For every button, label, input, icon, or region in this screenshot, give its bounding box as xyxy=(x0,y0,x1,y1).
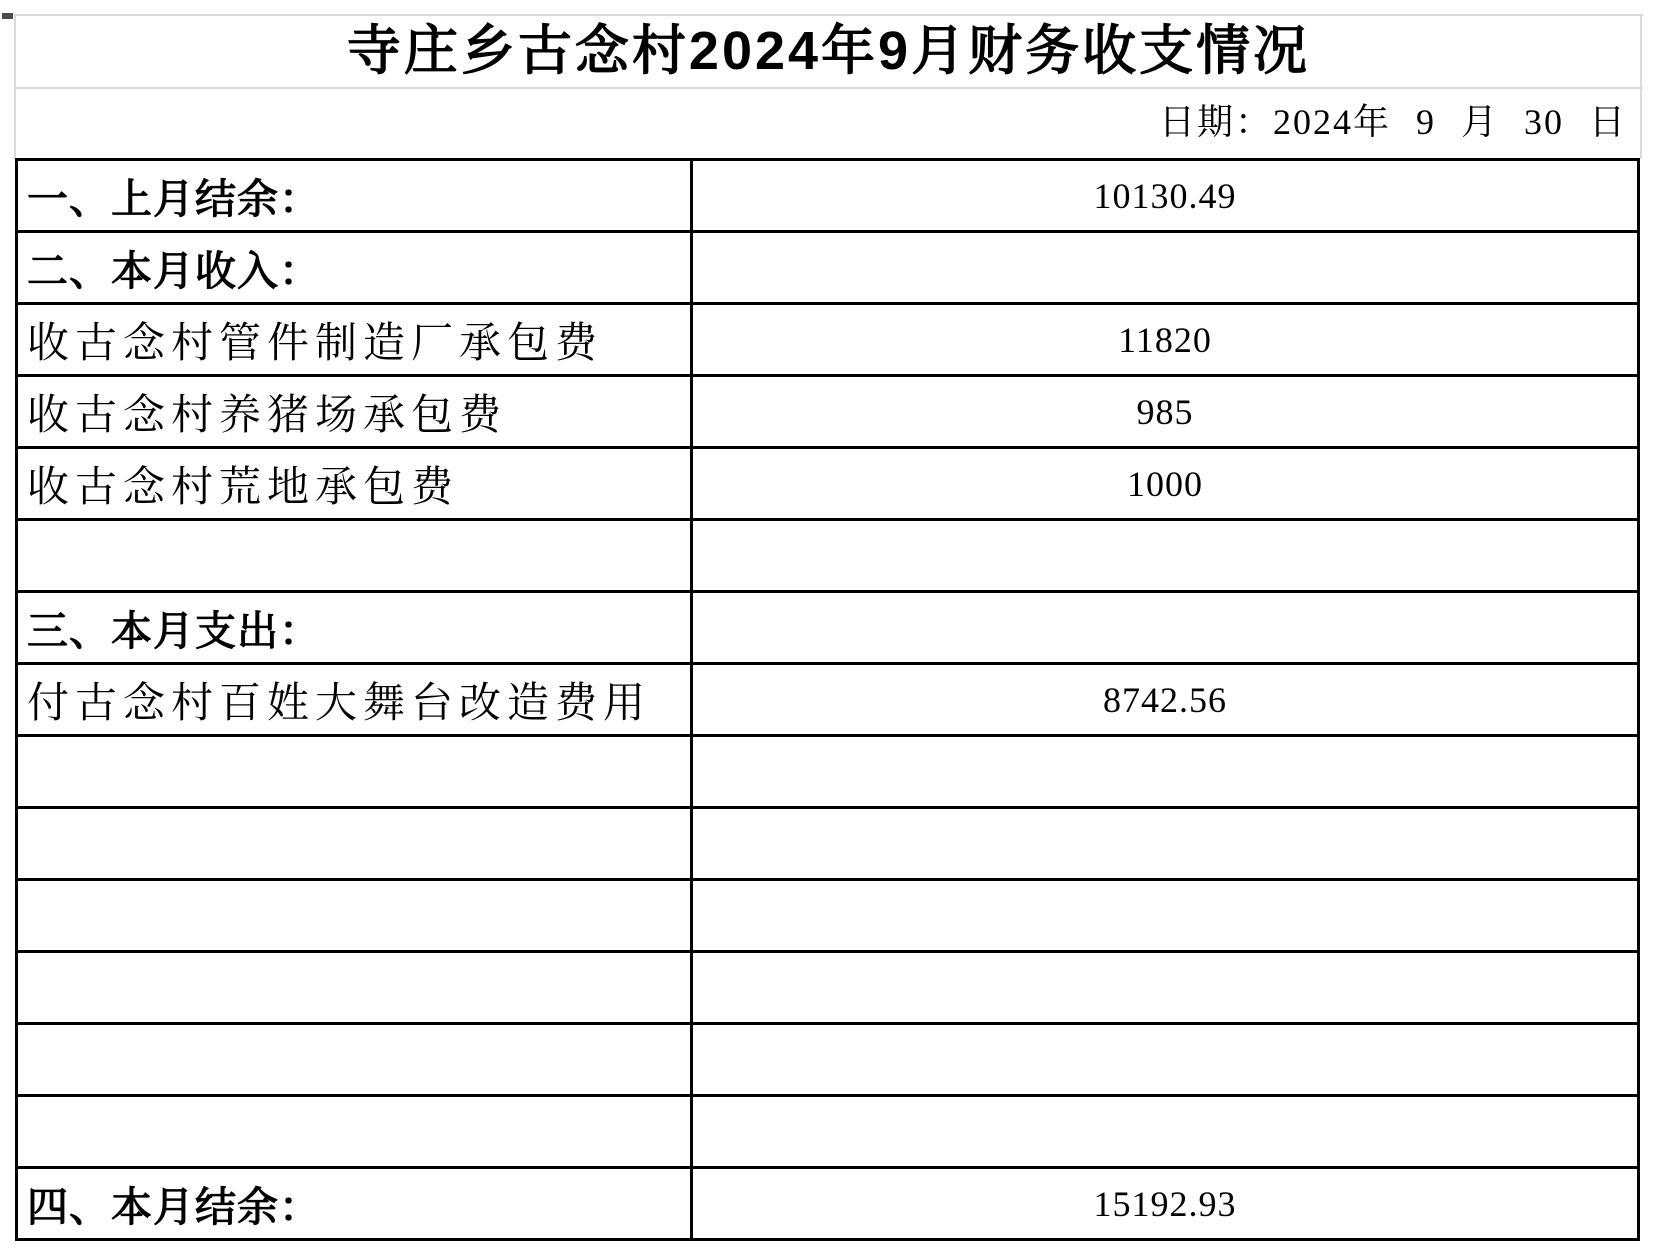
table-row xyxy=(17,808,1639,880)
table-row xyxy=(17,880,1639,952)
row-label xyxy=(17,1024,692,1096)
screen-corner-artifact xyxy=(2,13,13,19)
row-value xyxy=(692,1024,1639,1096)
table-row xyxy=(17,376,1639,448)
row-value xyxy=(692,1096,1639,1168)
row-value: 985 xyxy=(692,376,1639,448)
row-value xyxy=(692,736,1639,808)
row-value: 8742.56 xyxy=(692,664,1639,736)
row-value xyxy=(692,952,1639,1024)
row-value: 10130.49 xyxy=(692,160,1639,232)
row-label: 收古念村管件制造厂承包费 xyxy=(17,304,692,376)
row-label xyxy=(17,880,692,952)
table-row xyxy=(17,160,1639,232)
finance-table-body xyxy=(17,160,1639,1240)
row-label xyxy=(17,952,692,1024)
row-label: 四、本月结余： xyxy=(17,1168,692,1240)
row-value xyxy=(692,880,1639,952)
row-value: 15192.93 xyxy=(692,1168,1639,1240)
table-row xyxy=(17,736,1639,808)
row-value xyxy=(692,520,1639,592)
row-value: 1000 xyxy=(692,448,1639,520)
table-row xyxy=(17,1168,1639,1240)
table-row xyxy=(17,232,1639,304)
row-label: 二、本月收入： xyxy=(17,232,692,304)
row-label: 收古念村养猪场承包费 xyxy=(17,376,692,448)
date-line: 日期：2024年 9 月 30 日 xyxy=(1158,102,1627,142)
row-label: 三、本月支出： xyxy=(17,592,692,664)
table-row xyxy=(17,304,1639,376)
finance-table xyxy=(15,158,1640,1241)
row-value xyxy=(692,808,1639,880)
row-label: 收古念村荒地承包费 xyxy=(17,448,692,520)
table-row xyxy=(17,952,1639,1024)
table-row xyxy=(17,1024,1639,1096)
row-label xyxy=(17,808,692,880)
table-row xyxy=(17,592,1639,664)
row-value xyxy=(692,592,1639,664)
row-label xyxy=(17,520,692,592)
row-label: 付古念村百姓大舞台改造费用 xyxy=(17,664,692,736)
table-row xyxy=(17,520,1639,592)
page-title: 寺庄乡古念村2024年9月财务收支情况 xyxy=(346,21,1311,81)
row-label xyxy=(17,736,692,808)
table-row xyxy=(17,664,1639,736)
table-row xyxy=(17,1096,1639,1168)
row-value: 11820 xyxy=(692,304,1639,376)
row-label: 一、上月结余： xyxy=(17,160,692,232)
row-value xyxy=(692,232,1639,304)
table-row xyxy=(17,448,1639,520)
row-label xyxy=(17,1096,692,1168)
